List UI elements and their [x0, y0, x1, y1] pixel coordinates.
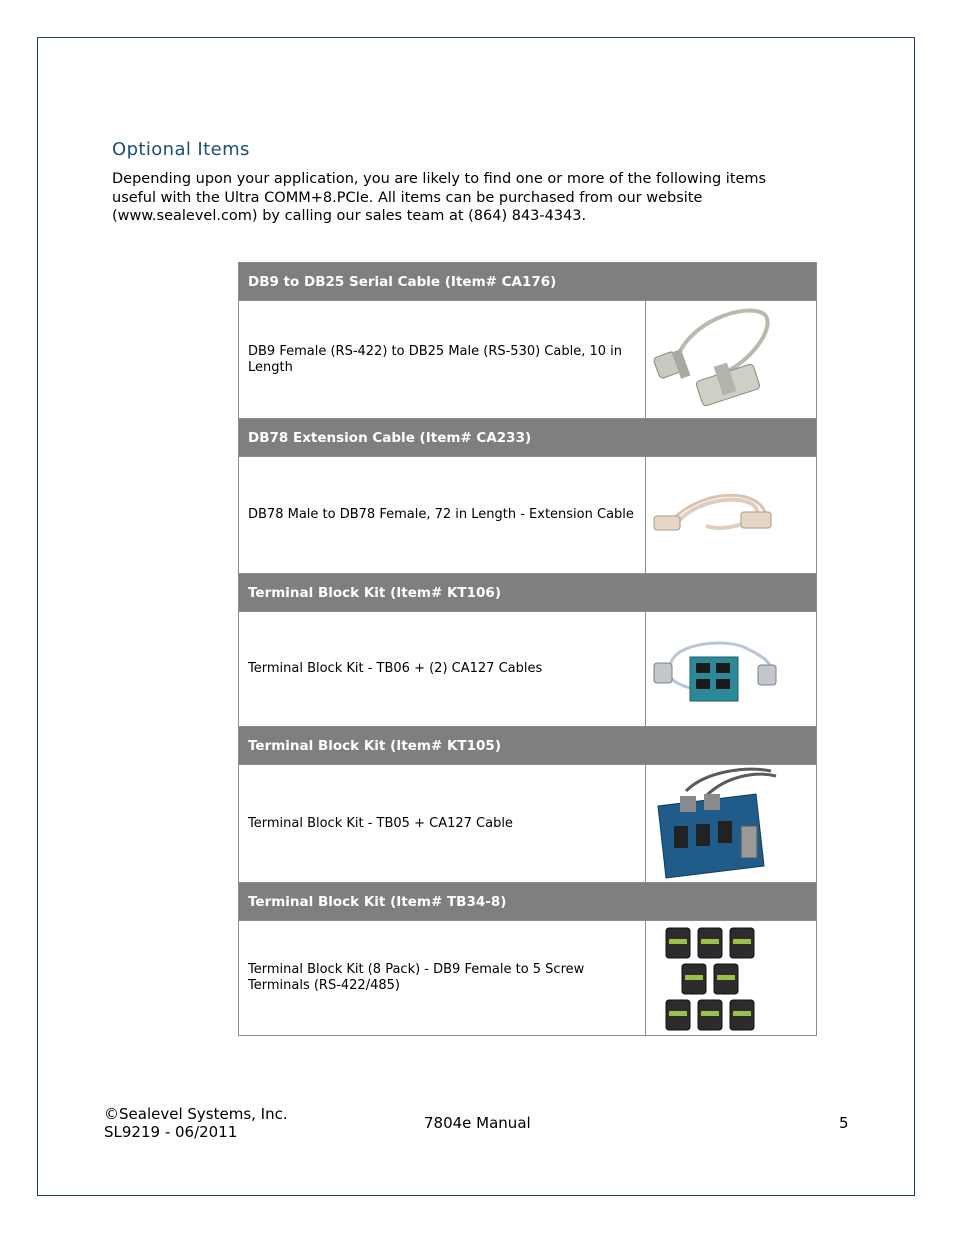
- item-description: Terminal Block Kit - TB06 + (2) CA127 Cables: [239, 612, 646, 727]
- footer-manual: 7804e Manual: [424, 1114, 531, 1132]
- item-row: [239, 301, 817, 419]
- item-header: Terminal Block Kit (Item# KT105): [239, 727, 817, 765]
- item-description: DB9 Female (RS-422) to DB25 Male (RS-530) Cable, 10 in Length: [239, 301, 646, 419]
- item-header: DB78 Extension Cable (Item# CA233): [239, 419, 817, 457]
- item-header: Terminal Block Kit (Item# KT106): [239, 574, 817, 612]
- item-header-row: [239, 263, 817, 301]
- item-row: [239, 612, 817, 727]
- intro-paragraph: Depending upon your application, you are likely to find one or more of the following items useful with the Ultra COMM+8.PCIe. All items can be purchased from our website (www.sealevel.com) by calling our sales team at (864) 843-4343.: [112, 171, 767, 224]
- item-row: [239, 457, 817, 574]
- optional-items-table: [238, 262, 817, 1036]
- footer-left: [104, 1105, 288, 1141]
- terminal-board-icon: [646, 765, 817, 883]
- item-row: [239, 921, 817, 1036]
- page-number: 5: [839, 1114, 849, 1132]
- item-header: Terminal Block Kit (Item# TB34-8): [239, 883, 817, 921]
- item-header-row: [239, 574, 817, 612]
- item-header-row: [239, 419, 817, 457]
- terminal-block-kit-icon: [646, 612, 817, 727]
- serial-cable-icon: [646, 301, 817, 419]
- footer-company: ©Sealevel Systems, Inc.: [104, 1105, 288, 1123]
- extension-cable-icon: [646, 457, 817, 574]
- item-row: [239, 765, 817, 883]
- footer-doc-code: SL9219 - 06/2011: [104, 1123, 238, 1141]
- item-description: Terminal Block Kit - TB05 + CA127 Cable: [239, 765, 646, 883]
- item-header: DB9 to DB25 Serial Cable (Item# CA176): [239, 263, 817, 301]
- item-description: DB78 Male to DB78 Female, 72 in Length - Extension Cable: [239, 457, 646, 574]
- item-description: Terminal Block Kit (8 Pack) - DB9 Female to 5 Screw Terminals (RS-422/485): [239, 921, 646, 1036]
- item-header-row: [239, 883, 817, 921]
- terminal-pack-icon: [646, 921, 817, 1036]
- item-header-row: [239, 727, 817, 765]
- section-heading: Optional Items: [112, 139, 250, 160]
